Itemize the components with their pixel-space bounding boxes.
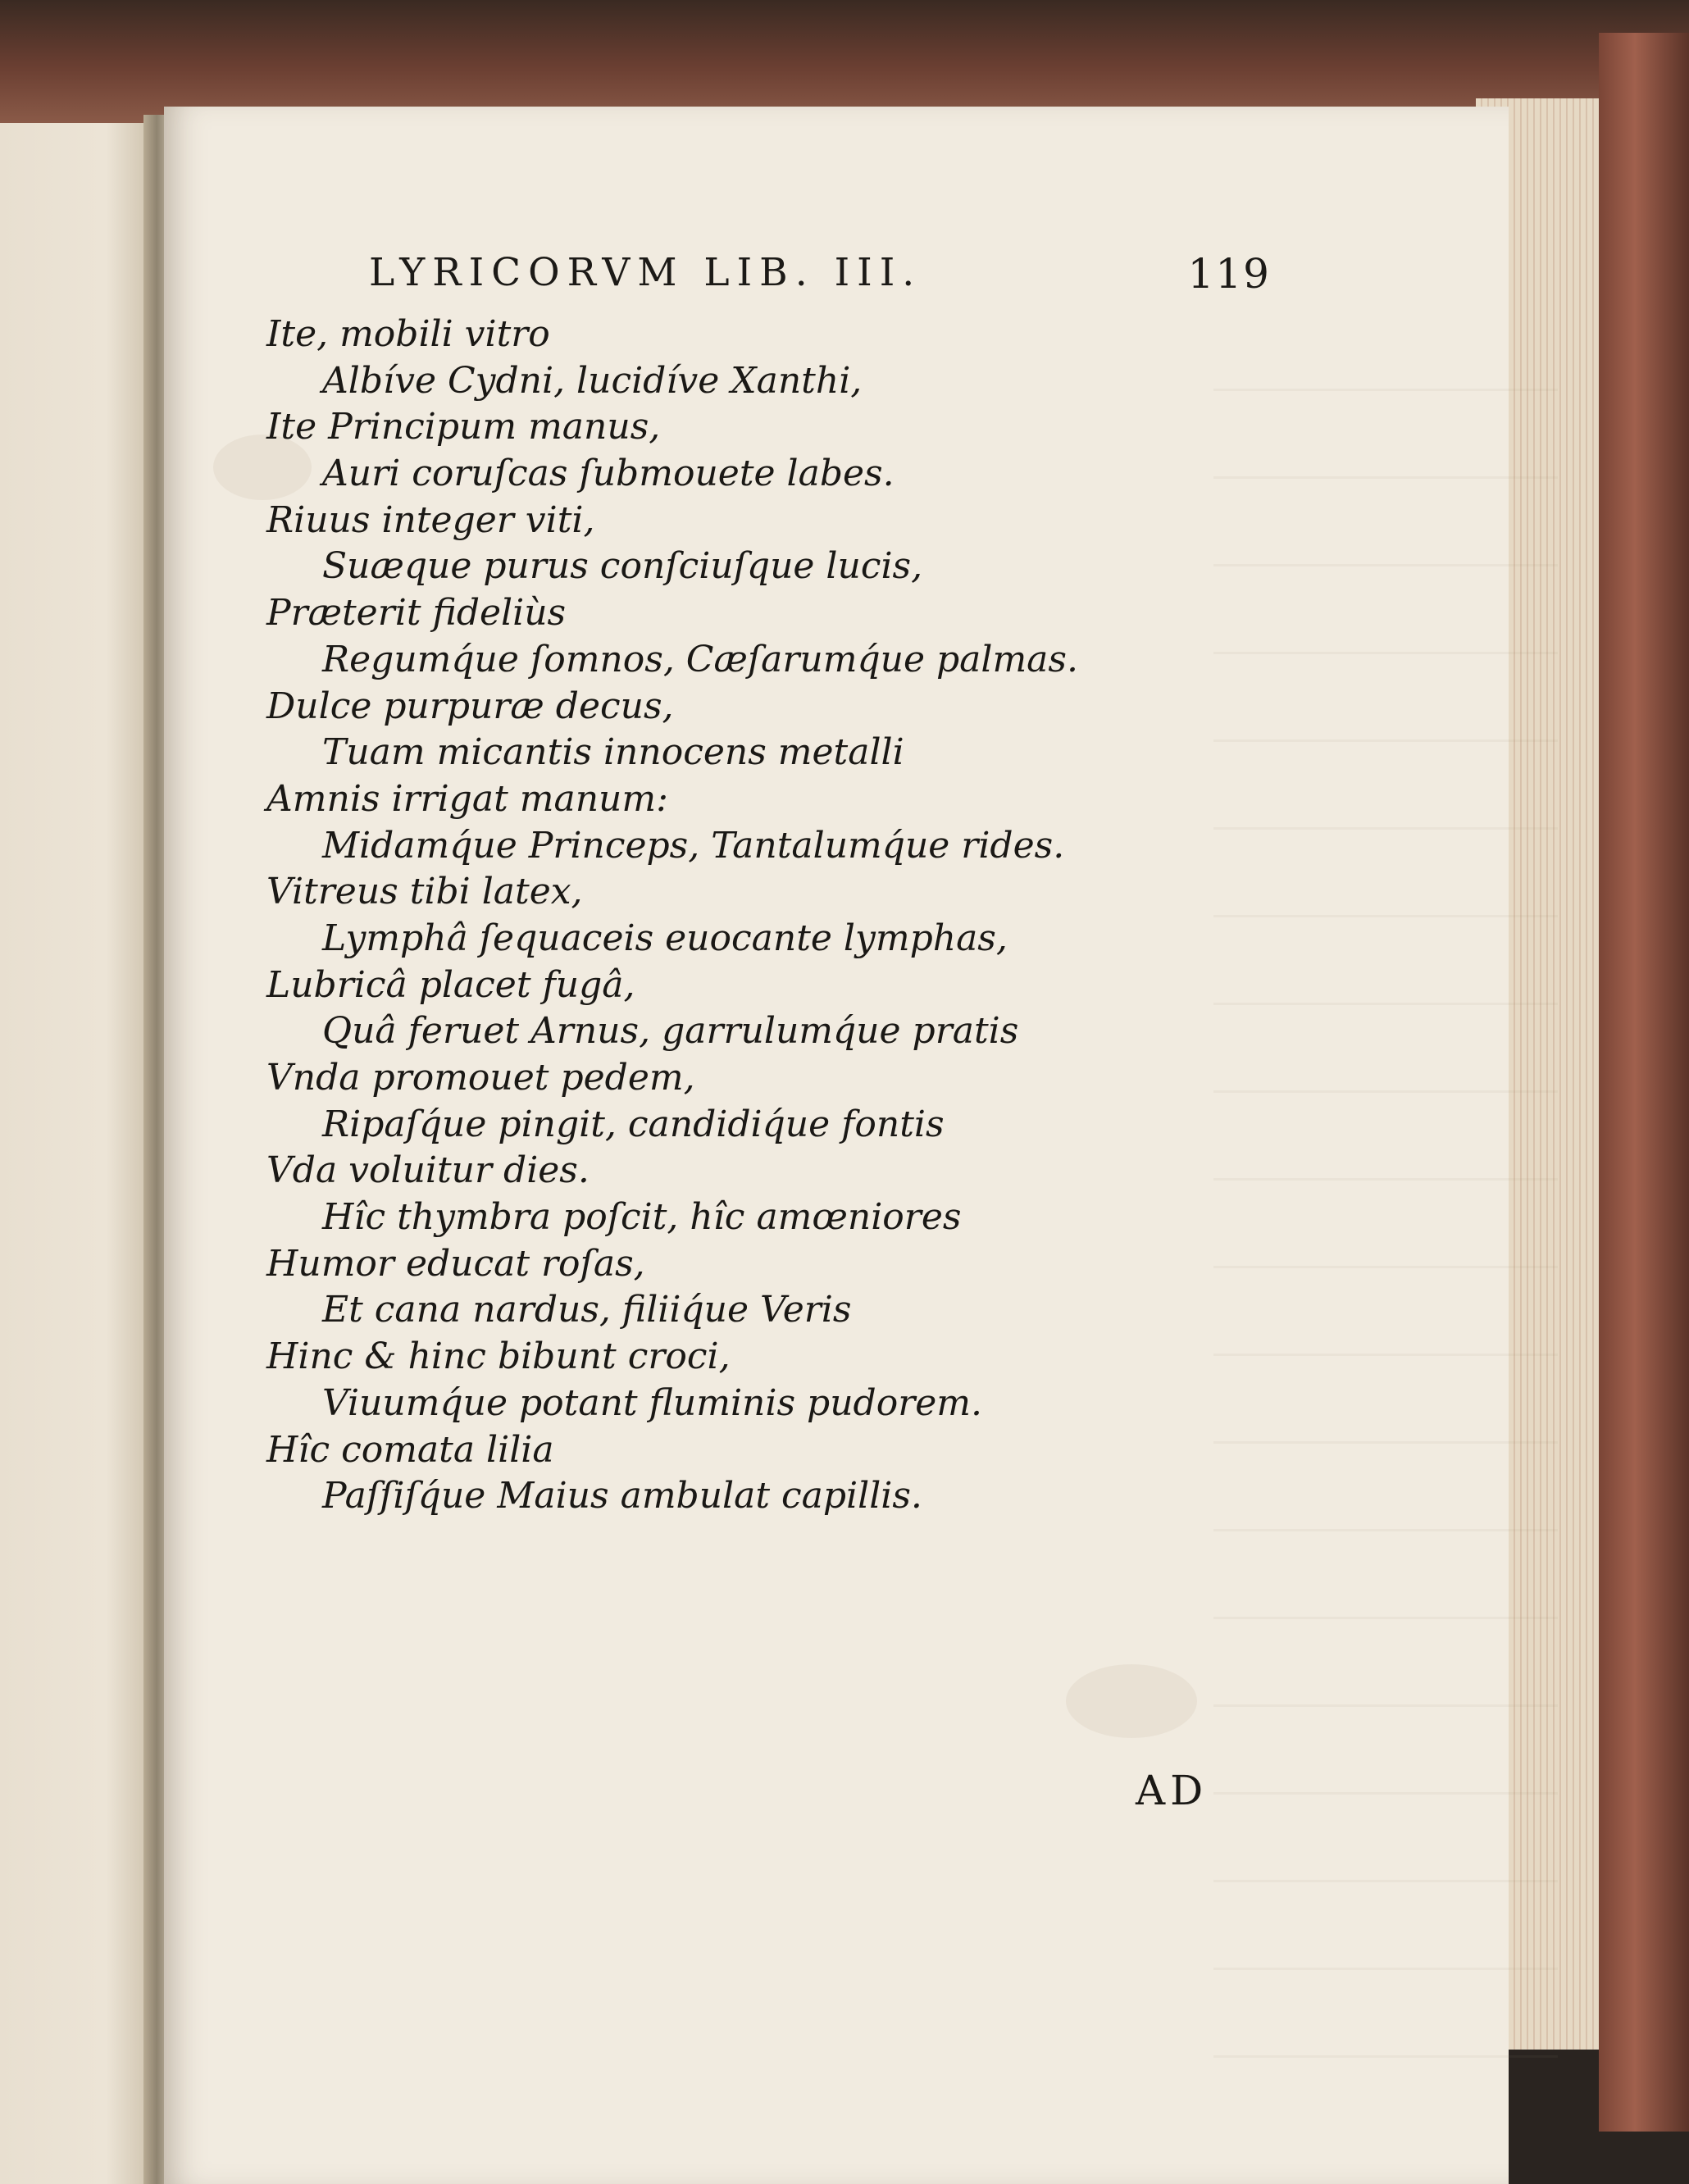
book-cover-fore-edge	[1599, 33, 1689, 2132]
catchword: AD	[1136, 1767, 1209, 1814]
paper-stain	[1066, 1664, 1197, 1738]
poem-line: Albíve Cydni, lucidíve Xanthi,	[322, 359, 863, 402]
poem-line: Viuumq́ue potant fluminis pudorem.	[322, 1381, 982, 1424]
poem-line: Humor educat roſas,	[266, 1242, 645, 1285]
running-header	[369, 250, 1271, 316]
poem-line: Et cana nardus, filiiq́ue Veris	[322, 1289, 852, 1331]
facing-page-left	[0, 123, 152, 2184]
poem-line: Ripaſq́ue pingit, candidiq́ue fontis	[322, 1103, 945, 1145]
page-number: 119	[1187, 250, 1271, 298]
poem-text	[266, 312, 1291, 1520]
poem-line: Vnda promouet pedem,	[266, 1057, 695, 1099]
poem-line: Hîc thymbra poſcit, hîc amœniores	[322, 1196, 962, 1239]
running-title: LYRICORVM LIB. III.	[369, 250, 922, 295]
poem-line: Vitreus tibi latex,	[266, 871, 583, 913]
poem-line: Riuus integer viti,	[266, 498, 595, 541]
poem-line: Tuam micantis innocens metalli	[322, 731, 904, 774]
poem-line: Suæque purus conſciuſque lucis,	[322, 545, 923, 588]
poem-line: Paſſiſq́ue Maius ambulat capillis.	[322, 1475, 922, 1517]
poem-line: Auri coruſcas ſubmouete labes.	[322, 453, 895, 495]
book-cover-top-edge	[0, 0, 1689, 123]
poem-line: Vda voluitur dies.	[266, 1149, 590, 1192]
poem-line: Amnis irrigat manum:	[266, 777, 668, 820]
poem-line: Hîc comata lilia	[266, 1428, 554, 1471]
poem-line: Dulce purpuræ decus,	[266, 685, 674, 727]
poem-line: Midamq́ue Princeps, Tantalumq́ue rides.	[322, 824, 1065, 867]
poem-line: Præterit fideliùs	[266, 592, 567, 635]
poem-line: Hinc & hinc bibunt croci,	[266, 1335, 731, 1378]
poem-line: Regumq́ue ſomnos, Cæſarumq́ue palmas.	[322, 638, 1078, 680]
poem-line: Quâ feruet Arnus, garrulumq́ue pratis	[322, 1010, 1019, 1053]
poem-line: Ite Principum manus,	[266, 406, 661, 448]
poem-line: Lubricâ placet fugâ,	[266, 963, 635, 1006]
poem-line: Ite, mobili vitro	[266, 313, 550, 355]
poem-line: Lymphâ ſequaceis euocante lymphas,	[322, 917, 1008, 959]
